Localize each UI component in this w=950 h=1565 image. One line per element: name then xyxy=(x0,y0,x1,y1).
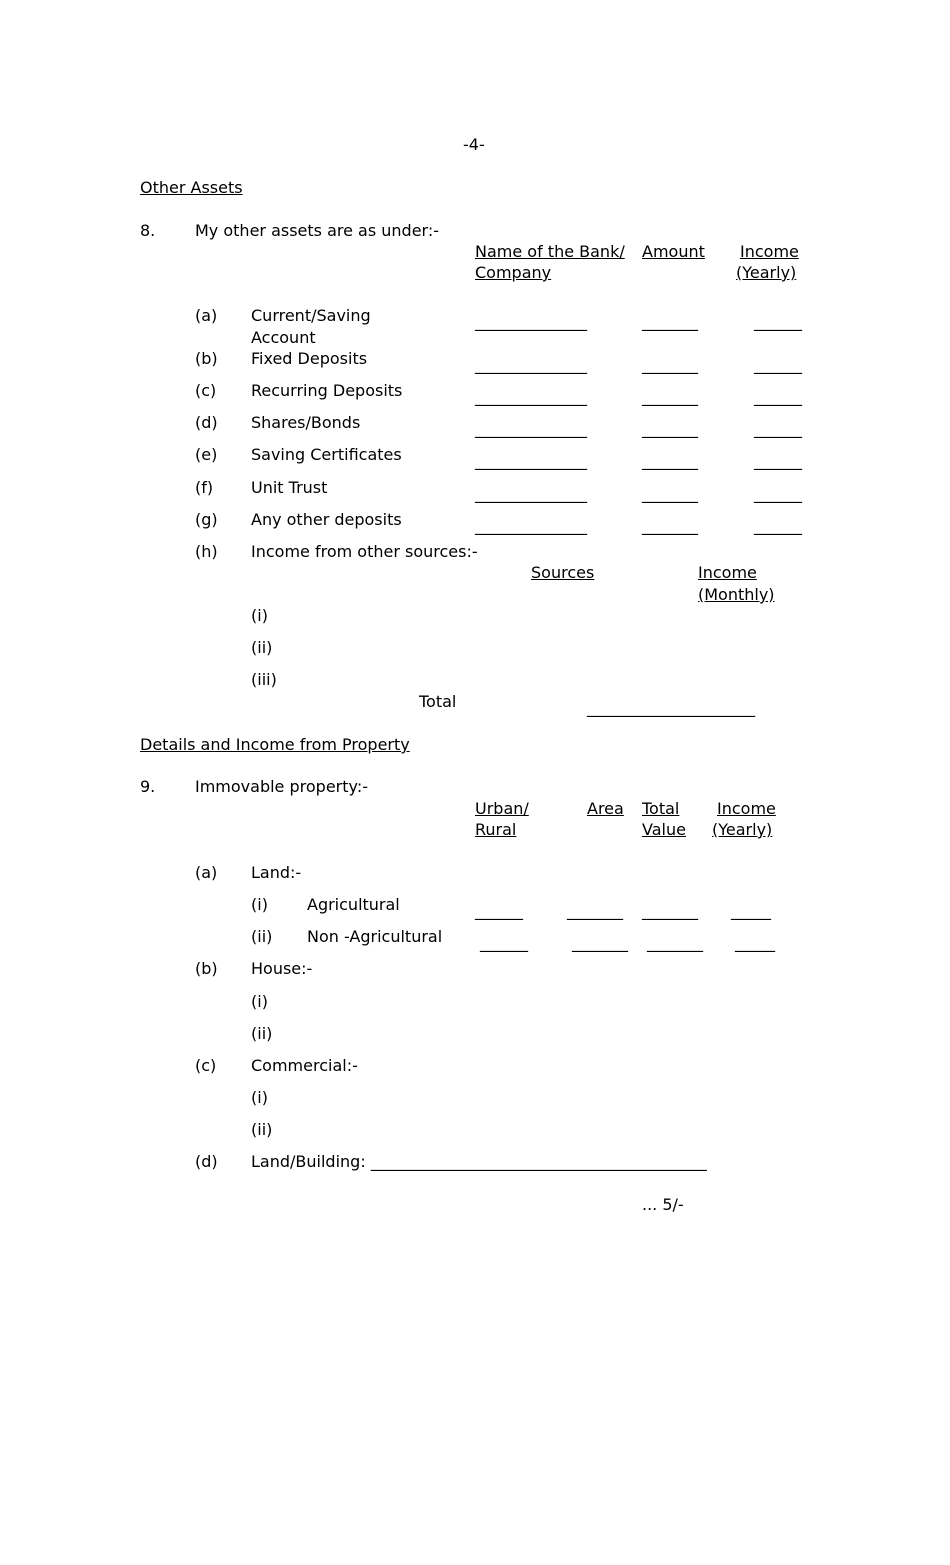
sub-item-label: (i) xyxy=(251,895,268,914)
sub-item-text: Non -Agricultural xyxy=(307,927,443,946)
sub-item-text: Agricultural xyxy=(307,895,400,914)
column-header-total-line1: Total xyxy=(642,799,680,818)
bank-blank[interactable]: ______________ xyxy=(475,484,587,503)
income-blank[interactable]: ______ xyxy=(754,387,802,406)
sub-item-label: (ii) xyxy=(251,1024,273,1043)
section-heading-property: Details and Income from Property xyxy=(140,735,410,754)
item-label-h: (h) xyxy=(195,542,218,561)
item-text-land-building[interactable]: Land/Building: __________________________________________ xyxy=(251,1152,707,1171)
item-text: Recurring Deposits xyxy=(251,381,403,400)
item-label-commercial: (c) xyxy=(195,1056,217,1075)
continuation-marker: ... 5/- xyxy=(642,1195,684,1214)
item-label-land: (a) xyxy=(195,863,218,882)
bank-blank[interactable]: ______________ xyxy=(475,516,587,535)
column-header-amount: Amount xyxy=(642,242,705,261)
column-header-income-line1: Income xyxy=(740,242,799,261)
section-number-9: 9. xyxy=(140,777,156,796)
income-blank[interactable]: ______ xyxy=(754,484,802,503)
item-text: Shares/Bonds xyxy=(251,413,361,432)
total-value-blank[interactable]: _______ xyxy=(642,901,698,920)
section-8-intro: My other assets are as under:- xyxy=(195,221,440,240)
amount-blank[interactable]: _______ xyxy=(642,355,698,374)
income-yearly-blank[interactable]: _____ xyxy=(731,901,771,920)
bank-blank[interactable]: ______________ xyxy=(475,419,587,438)
column-header-monthly-line1: Income xyxy=(698,563,757,582)
item-text: Any other deposits xyxy=(251,510,402,529)
item-text-cont: Account xyxy=(251,328,316,347)
item-text: Unit Trust xyxy=(251,478,328,497)
item-text: Saving Certificates xyxy=(251,445,402,464)
item-label: (b) xyxy=(195,349,218,368)
section-9-intro: Immovable property:- xyxy=(195,777,368,796)
item-text: Fixed Deposits xyxy=(251,349,368,368)
item-label-house: (b) xyxy=(195,959,218,978)
bank-blank[interactable]: ______________ xyxy=(475,355,587,374)
sub-item-label: (ii) xyxy=(251,638,273,657)
bank-blank[interactable]: ______________ xyxy=(475,387,587,406)
page-number: -4- xyxy=(463,135,485,154)
column-header-monthly-line2: (Monthly) xyxy=(698,585,775,604)
item-label: (d) xyxy=(195,413,218,432)
urban-rural-blank[interactable]: ______ xyxy=(475,901,523,920)
income-yearly-blank[interactable]: _____ xyxy=(735,933,775,952)
sub-item-label: (ii) xyxy=(251,927,273,946)
column-header-income9-line1: Income xyxy=(717,799,776,818)
sub-item-label: (iii) xyxy=(251,670,277,689)
column-header-total-line2: Value xyxy=(642,820,686,839)
section-heading-other-assets: Other Assets xyxy=(140,178,243,197)
sub-item-label: (i) xyxy=(251,606,268,625)
amount-blank[interactable]: _______ xyxy=(642,387,698,406)
column-header-urban-line1: Urban/ xyxy=(475,799,529,818)
bank-blank[interactable]: ______________ xyxy=(475,312,587,331)
item-label: (a) xyxy=(195,306,218,325)
income-blank[interactable]: ______ xyxy=(754,451,802,470)
sub-item-label: (i) xyxy=(251,992,268,1011)
sub-item-label: (i) xyxy=(251,1088,268,1107)
column-header-income-line2: (Yearly) xyxy=(736,263,797,282)
amount-blank[interactable]: _______ xyxy=(642,484,698,503)
urban-rural-blank[interactable]: ______ xyxy=(480,933,528,952)
item-label-land-building: (d) xyxy=(195,1152,218,1171)
area-blank[interactable]: _______ xyxy=(567,901,623,920)
amount-blank[interactable]: _______ xyxy=(642,451,698,470)
item-label: (g) xyxy=(195,510,218,529)
total-blank[interactable]: _____________________ xyxy=(587,698,755,717)
bank-blank[interactable]: ______________ xyxy=(475,451,587,470)
column-header-bank-line1: Name of the Bank/ xyxy=(475,242,625,261)
section-number-8: 8. xyxy=(140,221,156,240)
column-header-bank-line2: Company xyxy=(475,263,552,282)
sub-item-label: (ii) xyxy=(251,1120,273,1139)
column-header-sources: Sources xyxy=(531,563,595,582)
item-text-house: House:- xyxy=(251,959,313,978)
item-label: (e) xyxy=(195,445,218,464)
income-blank[interactable]: ______ xyxy=(754,419,802,438)
item-text: Current/Saving xyxy=(251,306,371,325)
amount-blank[interactable]: _______ xyxy=(642,419,698,438)
amount-blank[interactable]: _______ xyxy=(642,516,698,535)
total-value-blank[interactable]: _______ xyxy=(647,933,703,952)
column-header-area: Area xyxy=(587,799,624,818)
area-blank[interactable]: _______ xyxy=(572,933,628,952)
amount-blank[interactable]: _______ xyxy=(642,312,698,331)
item-label: (c) xyxy=(195,381,217,400)
income-blank[interactable]: ______ xyxy=(754,312,802,331)
income-blank[interactable]: ______ xyxy=(754,355,802,374)
column-header-urban-line2: Rural xyxy=(475,820,517,839)
item-text-land: Land:- xyxy=(251,863,302,882)
column-header-income9-line2: (Yearly) xyxy=(712,820,773,839)
total-label: Total xyxy=(419,692,457,711)
item-label: (f) xyxy=(195,478,214,497)
item-text-h: Income from other sources:- xyxy=(251,542,478,561)
income-blank[interactable]: ______ xyxy=(754,516,802,535)
item-text-commercial: Commercial:- xyxy=(251,1056,358,1075)
